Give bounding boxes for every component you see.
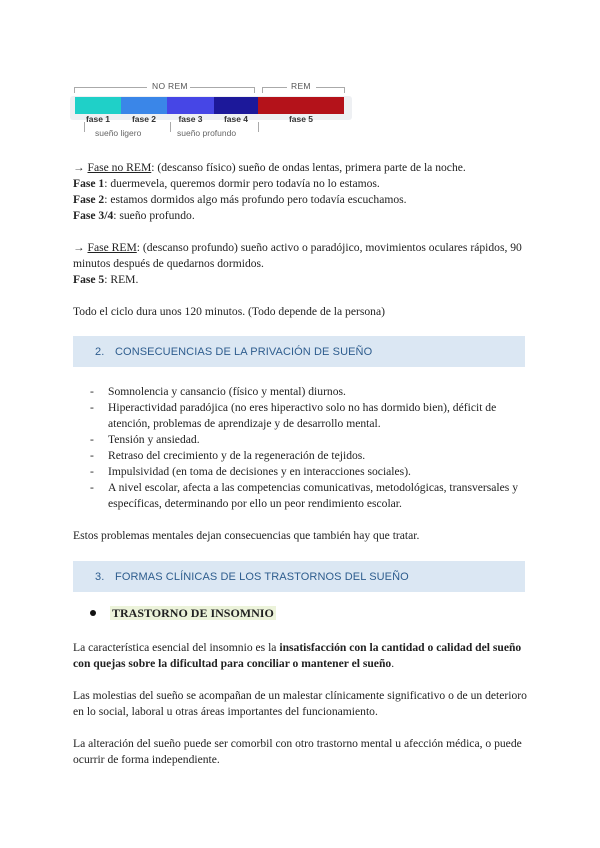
insomnia-paragraph-3: La alteración del sueño puede ser comorbil con otro trastorno mental u afección médica, o puede ocurrir de forma independiente. — [73, 737, 522, 766]
phase-5-title: Fase 5 — [73, 273, 105, 286]
no-rem-bracket-right — [190, 87, 255, 93]
phase-5-label: fase 5 — [288, 114, 314, 124]
insomnia-paragraph-2: Las molestias del sueño se acompañan de un malestar clínicamente significativo o de un deterioro en lo social, laboral u otras áreas importantes del funcionamiento. — [73, 689, 527, 718]
rem-label: REM — [291, 81, 311, 91]
section-2-heading — [73, 336, 525, 367]
phase-3-label: fase 3 — [178, 114, 203, 124]
insomnia-p1-end: . — [391, 657, 395, 670]
phase-2-title: Fase 2 — [73, 193, 105, 206]
consequences-closing: Estos problemas mentales dejan consecuencias que también hay que tratar. — [73, 529, 420, 542]
list-item: - A nivel escolar, afecta a las competencias comunicativas, metodológicas, transversales y específicas, determinando por ello un peor rendimiento escolar. — [90, 480, 520, 512]
cycle-duration: Todo el ciclo dura unos 120 minutos. (Todo depende de la persona) — [73, 305, 385, 318]
list-item: - Hiperactividad paradójica (no eres hiperactivo solo no has dormido bien), déficit de atención, problemas de aprendizaje y de desarrollo mental. — [90, 400, 520, 432]
arrow-glyph: → — [73, 161, 85, 174]
list-item: - Tensión y ansiedad. — [90, 432, 520, 448]
phase-2-bar — [121, 97, 167, 114]
phase-4-bar — [214, 97, 258, 114]
sleep-phase-diagram — [70, 78, 352, 140]
section-3-title: FORMAS CLÍNICAS DE LOS TRASTORNOS DEL SUEÑO — [115, 570, 409, 583]
insomnia-subtitle — [90, 606, 276, 621]
rem-bracket-right — [316, 87, 345, 93]
section-2-title: CONSECUENCIAS DE LA PRIVACIÓN DE SUEÑO — [115, 345, 373, 358]
phase-1-text: : duermevela, queremos dormir pero todavía no lo estamos. — [104, 177, 380, 190]
no-rem-label: NO REM — [152, 81, 188, 91]
deep-sleep-tick — [170, 122, 171, 132]
rem-end-tick — [258, 122, 259, 132]
list-item: - Retraso del crecimiento y de la regeneración de tejidos. — [90, 448, 520, 464]
consequences-list — [90, 384, 520, 512]
phase-1-bar — [75, 97, 121, 114]
light-sleep-label: sueño ligero — [95, 128, 142, 138]
phase-34-text: : sueño profundo. — [113, 209, 195, 222]
phase-2-text: : estamos dormidos algo más profundo pero todavía escuchamos. — [104, 193, 407, 206]
section-3-number: 3. — [95, 570, 105, 583]
no-rem-text: : (descanso físico) sueño de ondas lentas, primera parte de la noche. — [151, 161, 466, 174]
light-sleep-tick — [84, 122, 85, 132]
insomnia-paragraph-1 — [73, 640, 533, 672]
insomnia-p1-bold: insatisfacción con la cantidad o calidad del sueño con quejas sobre la dificultad para conciliar o mantener el sueño — [73, 641, 522, 670]
deep-sleep-label: sueño profundo — [177, 128, 237, 138]
rem-bracket-left — [262, 87, 287, 93]
phase-5-bar — [258, 97, 344, 114]
phase-1-label: fase 1 — [85, 114, 111, 124]
phase-4-label: fase 4 — [223, 114, 249, 124]
arrow-glyph: → — [73, 241, 85, 254]
phase-3-bar — [167, 97, 214, 114]
no-rem-paragraph — [73, 160, 533, 224]
phase-1-title: Fase 1 — [73, 177, 105, 190]
bullet-icon — [90, 610, 96, 616]
insomnia-p1-start: La característica esencial del insomnio es la — [73, 641, 280, 654]
rem-title: Fase REM — [87, 241, 137, 254]
list-item: - Impulsividad (en toma de decisiones y en interacciones sociales). — [90, 464, 520, 480]
section-2-number: 2. — [95, 345, 105, 358]
phase-2-label: fase 2 — [131, 114, 157, 124]
list-item: - Somnolencia y cansancio (físico y mental) diurnos. — [90, 384, 520, 400]
no-rem-bracket-left — [74, 87, 147, 93]
rem-text: : (descanso profundo) sueño activo o paradójico, movimientos oculares rápidos, 90 minutos después de quedarnos dormidos. — [73, 241, 522, 270]
no-rem-title: Fase no REM — [87, 161, 152, 174]
insomnia-subtitle-text: TRASTORNO DE INSOMNIO — [112, 606, 274, 620]
phase-34-title: Fase 3/4 — [73, 209, 114, 222]
phase-5-text: : REM. — [104, 273, 139, 286]
section-3-heading — [73, 561, 525, 592]
rem-paragraph — [73, 240, 533, 288]
